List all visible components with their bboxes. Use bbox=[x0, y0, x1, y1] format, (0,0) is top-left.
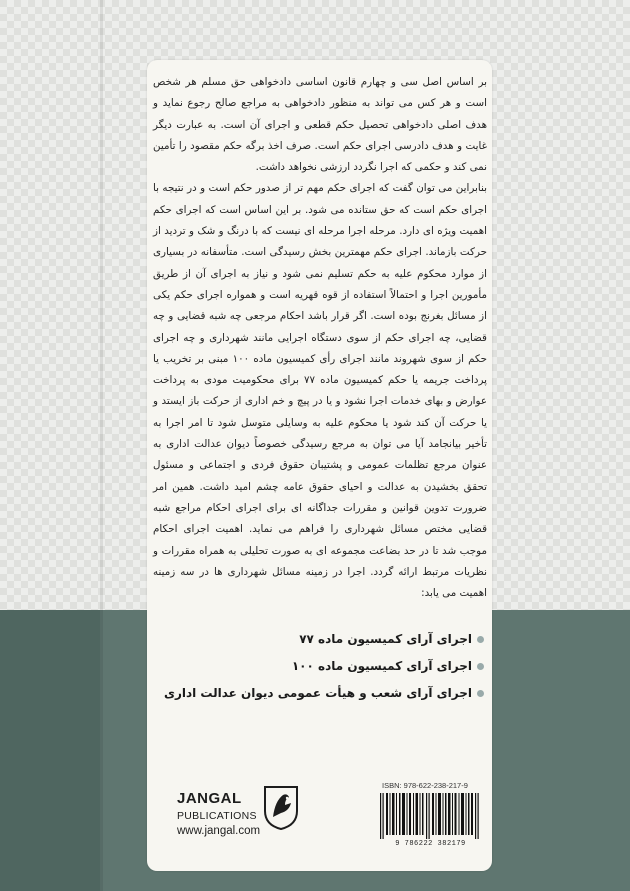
topic-item-label: اجرای آرای کمیسیون ماده ۷۷ bbox=[299, 632, 472, 646]
spine-edge bbox=[100, 0, 103, 891]
topic-item bbox=[160, 680, 484, 707]
topic-item-label: اجرای آرای شعب و هیأت عمومی دیوان عدالت اداری bbox=[163, 686, 472, 700]
bullet-dot-icon bbox=[477, 636, 484, 643]
barcode-number: 9 786222 382179 bbox=[395, 840, 466, 848]
topic-item bbox=[160, 626, 484, 653]
publisher-subtitle: PUBLICATIONS bbox=[177, 810, 257, 822]
topic-list bbox=[160, 626, 484, 707]
publisher-logo-icon bbox=[261, 783, 301, 831]
publisher-name: JANGAL bbox=[177, 790, 242, 807]
isbn-label: ISBN: 978-622-238-217-9 bbox=[382, 781, 468, 790]
bullet-dot-icon bbox=[477, 690, 484, 697]
blurb-text bbox=[153, 72, 487, 604]
bullet-dot-icon bbox=[477, 663, 484, 670]
barcode-icon bbox=[378, 793, 483, 839]
topic-item-label: اجرای آرای کمیسیون ماده ۱۰۰ bbox=[291, 659, 472, 673]
blurb-paragraph-1: بر اساس اصل سی و چهارم قانون اساسی دادخواهی حق مسلم هر شخص است و هر کس می تواند به منظور دادخواهی به مراجع صالح رجوع نماید و هدف اصلی دادخواهی تحصیل حکم قطعی و اجرای آن است. به عبارت دیگر غایت و هدف دادرسی اجرای حکم است. صرف اخذ برگه حکم مقصود را تأمین نمی کند و حکمی که اجرا نگردد ارزشی نخواهد داشت. bbox=[153, 76, 487, 174]
cover-spine-band bbox=[0, 610, 100, 891]
blurb-paragraph-2: بنابراین می توان گفت که اجرای حکم مهم تر از صدور حکم است و در نتیجه با اجرای حکم است که حق ستانده می شود. بر این اساس است که اجرای حکم اهمیت ویژه ای دارد. مرحله اجرا مرحله ای نیست که با درنگ و شک و تردید از حرکت بازماند. اجرای حکم مهمترین بخش رسیدگی است. متأسفانه در بسیاری از موارد محکوم علیه به حکم تسلیم نمی شود و نیاز به اجرای آن از طریق مأمورین اجرا و احتمالاً استفاده از قوه قهریه است و همواره اجرای حکم یکی از مسائل بغرنج بوده است. اگر قرار باشد احکام مرجعی چه شبه قضایی و چه قضایی، چه اجرای حکم از سوی دستگاه اجرایی مانند شهرداری و چه اجرای حکم از سوی شهروند مانند اجرای رأی کمیسیون ماده ۱۰۰ مبنی بر تخریب یا پرداخت جریمه یا حکم کمیسیون ماده ۷۷ برای محکومیت مودی به پرداخت عوارض و بهای خدمات اجرا نشود و یا در پیچ و خم اداری از حرکت باز ایستد و یا حرکت آن کند شود یا محکوم علیه به وسایلی متوسل شود تا امر اجرا به تأخیر بیانجامد آیا می توان به مرجع رسیدگی خصوصاً دیوان عدالت اداری به عنوان مرجع تظلمات عمومی و پشتیبان حقوق فردی و اجتماعی و مسئول تحقق بخشیدن به عدالت و احیای حقوق عامه چشم امید داشت. همین امر ضرورت تدوین قوانین و مقررات جداگانه ای برای اجرای احکام مراجع شبه قضایی مختص مسائل شهرداری را فراهم می نماید. اهمیت اجرای احکام موجب شد تا در حد بضاعت مجموعه ای به صورت تحلیلی به همراه مقررات و نظریات مرتبط ارائه گردد. اجرا در زمینه مسائل شهرداری ها در سه زمینه اهمیت می یابد: bbox=[153, 182, 488, 600]
publisher-url: www.jangal.com bbox=[177, 825, 261, 837]
topic-item bbox=[160, 653, 484, 680]
